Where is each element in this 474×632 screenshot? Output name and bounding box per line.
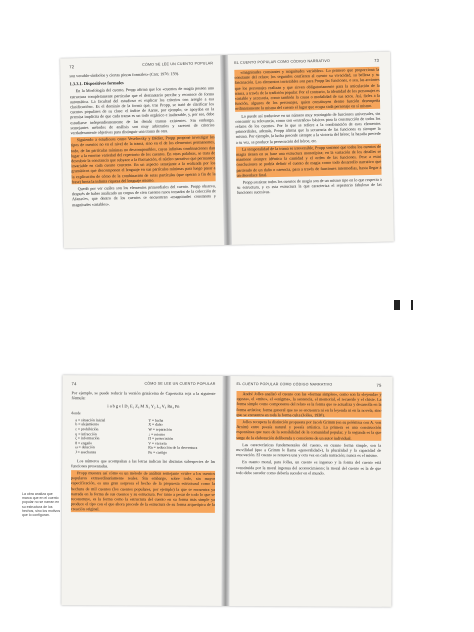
running-head-title: CÓMO SE LEE UN CUENTO POPULAR	[142, 61, 214, 67]
legend-item: ↓ = retorno	[148, 432, 166, 437]
legend-item: W = reparación	[148, 427, 172, 432]
paragraph: son vocablo-símbolos y ciertas piezas formales» (Carr, 1976: 159).	[69, 70, 180, 79]
function-formula: i a b g e l D₁ E₁ Z₆ M X₁ Y₂ L₄ V₆ Rn₄ Pn	[107, 403, 180, 410]
running-head-title: CÓMO SE LEE UN CUENTO POPULAR	[144, 381, 216, 386]
legend-item: X = daño	[148, 422, 163, 428]
page-number: 75	[376, 382, 382, 388]
scanned-spread-bottom	[61, 375, 392, 607]
running-head	[72, 381, 216, 387]
paragraph: Propp sostiene todos los cuentos de magia son de un mismo tipo en lo que respecta a su estructura, y es esta estructura la que caracteriza el repertorio fabuloso de las funciones sucesivas.	[236, 176, 382, 196]
legend-item: ζ = información	[75, 436, 100, 441]
paragraph: En la Morfología del cuento, Propp afirma que los «cuentos de magia poseen una estructura completamente particular que el destinatario percibe y reconoce de forma automática. La facultad del estudioso es explicar los criterios con arreglo a esa clasificación». Es el dominio de la forma que, tras Propp, se trató de clarificar los cuentos populares de su clase: el índice de Aarne, por ejemplo, se apoyaba en la premisa implícita de que cada trama es un todo orgánico e inalterable, y, por eso, debe estudiarse independientemente de las demás tramas existentes. Sin embargo, semejantes métodos de análisis son muy arbitrarios y carecen de criterios verdaderamente objetivos para distinguir una trama de otra.	[69, 85, 215, 136]
legend-item: Rn = reducción de la desventura	[148, 445, 198, 451]
page-72	[60, 55, 227, 248]
page-73	[225, 52, 392, 245]
paragraph: Los números que acompañan a las letras indican las distintas subespecies de las funciones presentadas.	[71, 457, 216, 469]
highlighted-paragraph: Siguiendo a estudiosos como Veselovsky y Bédier, Propp propone investigar los tipos de cuentos no en el nivel de la trama, sino en el de los elementos permanentes, todo, de las partículas mínimas no descomponibles, cuyas infinitas combinaciones dan lugar a la enorme variedad del repertorio de los cuentos. En otras palabras, se trata de descubrir la constancia que subyace a la fluctuación, el núcleo narrativo que permanece invariable en cada cuento concreto. En un aspecto semejante a la realizada por los gramáticos que descomponen el lenguaje en sus partículas mínimas para luego pasar a la explicación de cómo de la combinación de estas partículas (que operan a fin de la frase) brota la infinita riqueza del lenguaje mismo.	[70, 134, 216, 185]
section-title: 1.3.3.1. Dispositivos formales	[69, 80, 124, 87]
legend-label: donde	[71, 410, 81, 415]
running-head	[234, 58, 379, 66]
paragraph: Por ejemplo, se puede reducir la versión grisáceina de Caperucita roja a la siguiente fórmula:	[71, 390, 216, 401]
paragraph: Lo puede así traducirse en un número muy restringido de funciones universales, sin consumir su relevancia, como son «extraños» básicos para la construcción de todos los relatos de los cuentos. Por lo que se refiere a la combinación de esos elementos primordiales, además, Propp afirma que la secuencia de las funciones es siempre la misma. Por ejemplo, la lucha precede siempre a la victoria del héroe; la hazaña precede a su vez, se produce la persecución del héroe, etc.	[235, 110, 381, 145]
running-head	[69, 61, 213, 69]
legend-item: Y = lucha	[148, 418, 164, 423]
legend-item: ε = prohibición	[75, 427, 99, 432]
scan-artifact	[411, 300, 413, 310]
legend-item: Π = persecución	[148, 436, 174, 441]
page-body	[71, 390, 216, 512]
running-head-title: EL CUENTO POPULAR COMO CÓDIGO NARRATIVO	[234, 58, 330, 65]
highlighted-paragraph: La temporalidad de la trama es irreversible, Propp sostiene que todos los cuentos de magia tienen en su base una estructura monotípica; en la variación de los detalles se mantiene siempre idéntica la cantidad y el orden de las funciones. Pese a estas conclusiones se podría definir el cuento de magia como todo desarrollo narrativo que partiendo de un daño o carencia, pasa a través de funciones intermedias, hasta llegar a un desenlace final.	[236, 143, 382, 178]
legend-item: a = situación inicial	[75, 418, 106, 423]
legend-item: η = infracción	[75, 431, 97, 436]
function-legend	[75, 418, 215, 455]
highlighted-paragraph: «magnitudes constantes y magnitudes variables». Lo primero que proporciona la constante del relato; los segundos confieren al cuento su vivacidad, su belleza y su fascinación. Los elementos invariables son para Propp las funciones, o sea, las acciones que los personajes realizan y que sirven obligatoriamente para la articulación de la trama, a través de la tradición popular. Por el contrario, la identidad de los personajes es variable y accesoria, como también la causa o modalidad de sus actos. Así, fieles a la función, algunos de los personajes, quien constituyen dentro función desempeña ordinariamente la misma del cuento el lugar que ocupa cada personaje en sí mismo.	[234, 66, 381, 112]
running-head	[237, 382, 382, 388]
page-number: 73	[374, 57, 380, 63]
scanned-spread-top	[60, 52, 394, 249]
legend-item: V = victoria	[148, 441, 167, 446]
margin-annotation: La obra analiza que marca que en el cuento popular no se narran en su estructura de los hechos, sino los motivos que lo configuran.	[22, 492, 61, 518]
page-number: 74	[71, 381, 77, 387]
page-75	[226, 376, 390, 607]
legend-item: b = alejamiento	[75, 422, 100, 427]
highlighted-paragraph: Jolles recupera la distinción propuesta por Jacob Grimm (en su polémica con A. von Arnim) entre poesía natural y poesía artística. La primera es una construcción espontánea que nace de la sensibilidad de la comunidad popular, y la segunda es la que surge de la elaboración deliberada y consciente de un autor individual.	[236, 419, 382, 441]
legend-item: J = asechanza	[75, 450, 97, 455]
page-74	[61, 375, 225, 606]
page-body	[69, 70, 216, 207]
running-head-title: EL CUENTO POPULAR COMO CÓDIGO NARRATIVO	[236, 382, 333, 387]
legend-item: θ = engaño	[75, 440, 93, 446]
page-number: 72	[69, 64, 75, 70]
scan-artifact	[394, 300, 400, 310]
paragraph: Quedó por ver cuáles son los elementos primordiales del cuento. Propp observa, después de haber analizado un corpus de cien cuentos rusos tomados de la colección de Afanas'ev, que dentro de los cuentos se encuentran «magnitudes constantes y magnitudes variables».	[71, 183, 217, 207]
legend-item: Pu = castigo	[148, 450, 168, 455]
page-body	[236, 391, 381, 476]
highlighted-paragraph: Propp muestra así cómo es un método de análisis semejante «vale» a los cuentos populares extraordinariamente reales. Sin embargo, sobre todo, sin mayor especificación, es una gran sorpresa el hecho de la propuesta estructural como la hechura de mil cuentos (los cuentos populares, por ejemplo) la que se encuentra ya narrada en la forma de sus cuentos y su estructura. Por tanto a pesar de todo lo que se reconstruye, es la forma como la estructura del cuento en su forma más simple ya produce el tipo con el que ahora procede de la estructura de su forma arquetípica de la creación original.	[70, 470, 216, 512]
legend-item: ω = delación	[75, 445, 95, 450]
paragraph: Las características fundamentales del cuento, en cuanto forma simple, son la movilidad (que a Grimm le llama «generalidad»), la pluralidad y la capacidad de renovación. El cuento se renueva una y otra vez en cada narración; nunca es el mismo.	[236, 441, 382, 459]
page-body	[234, 67, 382, 196]
highlighted-paragraph: André Jolles analizó el cuento con las «formas simples», como son la «leyenda» y «gesta», el «mito», el «enigma», la sentencia, el memorial, el recuerdo y el chiste. La forma simple como componente del relato es la forma que se actualiza y desarrolla en la forma artística; forma general que no se encuentra ni en la leyenda ni en la novela, sino que se encuentra en toda la forma culta (Jolles, 1930).	[236, 391, 382, 418]
paragraph: En cuanto moral, para Jolles, un cuento es ingenuo y la forma del cuento está constituida por la moral ingenua del acontecimiento; la moral del cuento es la de que todo debe suceder como debería suceder en el mundo.	[236, 459, 382, 476]
